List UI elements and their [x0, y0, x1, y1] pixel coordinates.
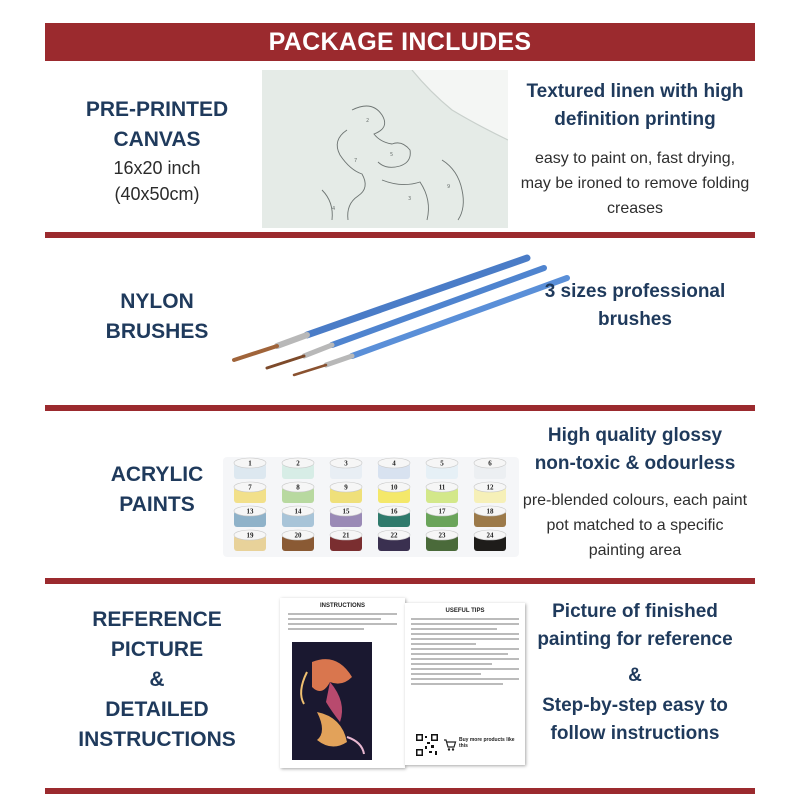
reference-painting-thumbnail: [292, 642, 372, 760]
paint-pot-number: 20: [294, 531, 302, 540]
svg-text:3: 3: [408, 196, 412, 202]
paint-pot: [330, 530, 362, 551]
brushes-title-line1: NYLON: [120, 290, 194, 313]
qr-caption: Buy more products like this: [459, 737, 515, 749]
paint-pot-number: 22: [390, 531, 398, 540]
paint-pot: [234, 458, 266, 479]
paints-feature-heading-2: non-toxic & odourless: [534, 453, 736, 474]
canvas-title: [42, 95, 272, 207]
brushes-title-line2: BRUSHES: [105, 320, 209, 343]
paint-pot: [234, 530, 266, 551]
useful-tips-title: USEFUL TIPS: [445, 608, 485, 614]
paint-pot-number: 14: [294, 507, 302, 516]
paint-pot-number: 10: [390, 483, 398, 492]
paint-pot: [234, 482, 266, 503]
instruction-sheet-image: [280, 598, 405, 768]
paint-pot: [282, 458, 314, 479]
package-includes-banner: [45, 23, 755, 61]
reference-title-line4: DETAILED: [105, 698, 209, 721]
section-divider: [45, 405, 755, 411]
paint-pot-number: 3: [344, 459, 348, 468]
acrylic-paint-pots-image: [215, 445, 525, 560]
brushes-description: [520, 278, 750, 334]
paint-pot-number: 5: [440, 459, 444, 468]
paint-pot: [378, 506, 410, 527]
paints-feature-text: pre-blended colours, each paint pot matched to a specific painting area: [522, 492, 748, 559]
useful-tips-sheet-image: [405, 603, 525, 765]
paints-description: [520, 422, 750, 563]
paint-pot: [378, 482, 410, 503]
tips-text-lines: [411, 618, 519, 685]
paint-pot: [426, 482, 458, 503]
paint-pot: [282, 482, 314, 503]
section-divider: [45, 578, 755, 584]
brushes-feature-heading: 3 sizes professional brushes: [544, 281, 726, 330]
canvas-size-cm: (40x50cm): [114, 184, 200, 204]
paint-pot: [426, 506, 458, 527]
paint-pot-number: 9: [344, 483, 348, 492]
banner-title: PACKAGE INCLUDES: [268, 27, 532, 56]
canvas-feature-heading: Textured linen with high definition printing: [526, 81, 744, 130]
paint-pot: [474, 458, 506, 479]
instruction-sheet-title: INSTRUCTIONS: [320, 603, 365, 609]
canvas-size-inch: 16x20 inch: [113, 158, 201, 178]
reference-title: [42, 605, 272, 755]
paint-pot: [426, 458, 458, 479]
paint-pot-number: 16: [390, 507, 398, 516]
paint-pot-number: 6: [488, 459, 492, 468]
paints-feature-heading-1: High quality glossy: [547, 425, 723, 446]
reference-feature-heading-1: Picture of finished painting for reference: [537, 601, 733, 650]
paint-pot-number: 2: [296, 459, 300, 468]
reference-title-line2: PICTURE: [110, 638, 204, 661]
svg-text:9: 9: [447, 184, 451, 190]
section-divider: [45, 232, 755, 238]
reference-title-line3: &: [149, 668, 165, 691]
paint-pot-number: 17: [438, 507, 446, 516]
paint-pot: [474, 506, 506, 527]
qr-code-icon: [415, 733, 439, 757]
canvas-image: [262, 70, 508, 228]
shopping-cart-icon: [443, 738, 457, 752]
paint-pot-number: 8: [296, 483, 300, 492]
paint-pot-number: 12: [486, 483, 494, 492]
paint-pot: [330, 458, 362, 479]
svg-text:5: 5: [390, 152, 394, 158]
canvas-title-line2: CANVAS: [113, 128, 201, 151]
paint-pot-number: 15: [342, 507, 350, 516]
paints-title-line1: ACRYLIC: [110, 463, 204, 486]
canvas-description: [520, 78, 750, 221]
paint-pot: [282, 530, 314, 551]
section-divider: [45, 788, 755, 794]
svg-text:7: 7: [354, 158, 358, 164]
svg-text:2: 2: [366, 118, 370, 124]
paint-pot-number: 19: [246, 531, 254, 540]
paint-pot: [234, 506, 266, 527]
paint-pot-number: 23: [438, 531, 446, 540]
paint-pot-number: 1: [248, 459, 252, 468]
reference-title-line1: REFERENCE: [92, 608, 222, 631]
paint-pot: [474, 482, 506, 503]
canvas-feature-text: easy to paint on, fast drying, may be ironed to remove folding creases: [520, 150, 750, 217]
svg-text:4: 4: [332, 206, 336, 212]
reference-feature-heading-2: Step-by-step easy to follow instructions: [542, 695, 728, 744]
paint-pot-number: 24: [486, 531, 494, 540]
paints-title-line2: PAINTS: [119, 493, 195, 516]
reference-description: [520, 598, 750, 748]
reference-ampersand: &: [628, 665, 642, 686]
canvas-title-line1: PRE-PRINTED: [85, 98, 229, 121]
paint-pot: [426, 530, 458, 551]
paint-pot: [474, 530, 506, 551]
paint-pot-number: 13: [246, 507, 254, 516]
paint-pot: [282, 506, 314, 527]
paint-pot-number: 18: [486, 507, 494, 516]
paint-pot-number: 4: [392, 459, 396, 468]
paint-pot: [378, 530, 410, 551]
reference-title-line5: INSTRUCTIONS: [78, 728, 236, 751]
paint-pot: [330, 506, 362, 527]
instruction-text-lines: [288, 613, 397, 630]
paint-pot: [378, 458, 410, 479]
paint-pot-number: 11: [438, 483, 446, 492]
paint-pot-number: 21: [342, 531, 350, 540]
paint-pot-number: 7: [248, 483, 252, 492]
paint-pot: [330, 482, 362, 503]
